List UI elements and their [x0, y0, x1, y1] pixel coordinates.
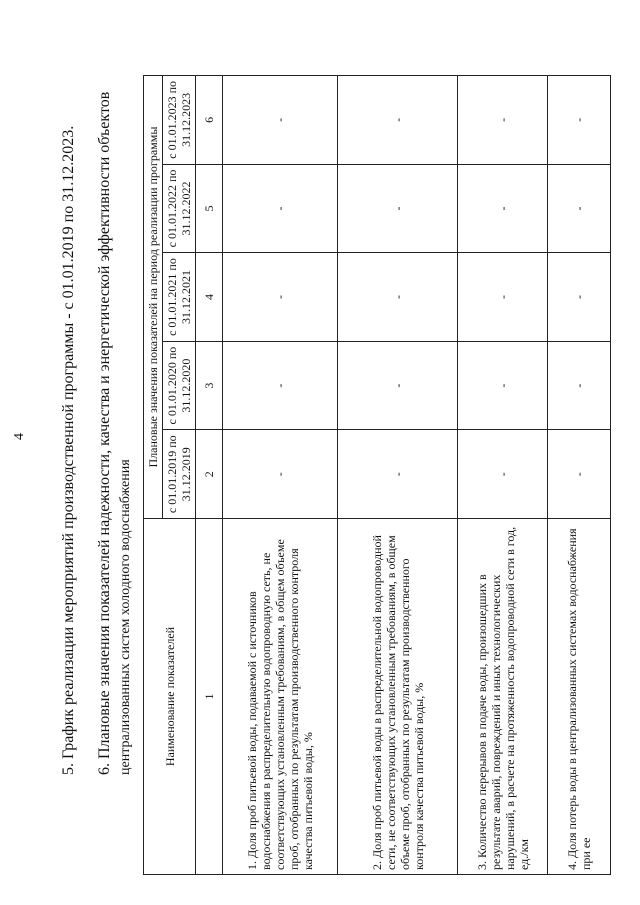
column-number: 6 — [196, 76, 223, 165]
col-header-name: Наименование показателей — [144, 519, 196, 875]
indicator-value: - — [548, 76, 611, 165]
indicator-value: - — [338, 164, 458, 253]
indicator-value: - — [223, 253, 338, 342]
indicator-value: - — [223, 341, 338, 430]
table-row — [548, 76, 611, 875]
indicator-value: - — [223, 164, 338, 253]
indicator-name: 4. Доля потерь воды в централизованных системах водоснабжения при ее — [548, 519, 611, 875]
indicator-value: - — [548, 253, 611, 342]
section-5-heading: 5. График реализации мероприятий производственной программы - с 01.01.2019 по 31.12.2023. — [60, 125, 77, 775]
indicator-value: - — [338, 341, 458, 430]
indicator-value: - — [223, 430, 338, 519]
column-number: 4 — [196, 253, 223, 342]
indicator-name: 3. Количество перерывов в подаче воды, произошедших в результате аварий, повреждений и иных технологических нарушений, в расчете на протяженность водопроводной сети в год, ед./км — [458, 519, 548, 875]
section-6-heading — [95, 50, 136, 775]
col-header-period-2019: с 01.01.2019 по 31.12.2019 — [163, 430, 196, 519]
col-header-group: Плановые значения показателей на период реализации программы — [144, 76, 163, 519]
indicator-value: - — [548, 164, 611, 253]
section-6-heading-line1: 6. Плановые значения показателей надежности, качества и энергетической эффективности объектов — [96, 91, 113, 775]
indicator-value: - — [458, 164, 548, 253]
table-row — [458, 76, 548, 875]
col-header-period-2021: с 01.01.2021 по 31.12.2021 — [163, 253, 196, 342]
page-number: 4 — [12, 433, 27, 440]
indicator-value: - — [458, 341, 548, 430]
column-number: 5 — [196, 164, 223, 253]
table-row — [338, 76, 458, 875]
column-number: 3 — [196, 341, 223, 430]
indicator-value: - — [548, 430, 611, 519]
indicator-value: - — [458, 76, 548, 165]
table-row — [223, 76, 338, 875]
indicator-value: - — [338, 76, 458, 165]
indicator-name: 1. Доля проб питьевой воды, подаваемой с источников водоснабжения в распределительную водопроводную сеть, не соответствующих установленным требованиям, в общем объеме проб, отобранных по результатам производственного контроля качества питьевой воды, % — [223, 519, 338, 875]
indicators-table — [143, 75, 611, 875]
col-header-period-2022: с 01.01.2022 по 31.12.2022 — [163, 164, 196, 253]
indicator-value: - — [223, 76, 338, 165]
col-header-period-2023: с 01.01.2023 по 31.12.2023 — [163, 76, 196, 165]
section-6-heading-line2: централизованных систем холодного водоснабжения — [118, 459, 133, 775]
indicator-value: - — [458, 253, 548, 342]
col-header-period-2020: с 01.01.2020 по 31.12.2020 — [163, 341, 196, 430]
indicator-value: - — [548, 341, 611, 430]
indicator-value: - — [458, 430, 548, 519]
indicator-value: - — [338, 430, 458, 519]
indicator-name: 2. Доля проб питьевой воды в распределительной водопроводной сети, не соответствующих установленным требованиям, в общем объеме проб, отобранных по результатам производственного контроля качества питьевой воды, % — [338, 519, 458, 875]
column-number: 1 — [196, 519, 223, 875]
column-number: 2 — [196, 430, 223, 519]
indicator-value: - — [338, 253, 458, 342]
